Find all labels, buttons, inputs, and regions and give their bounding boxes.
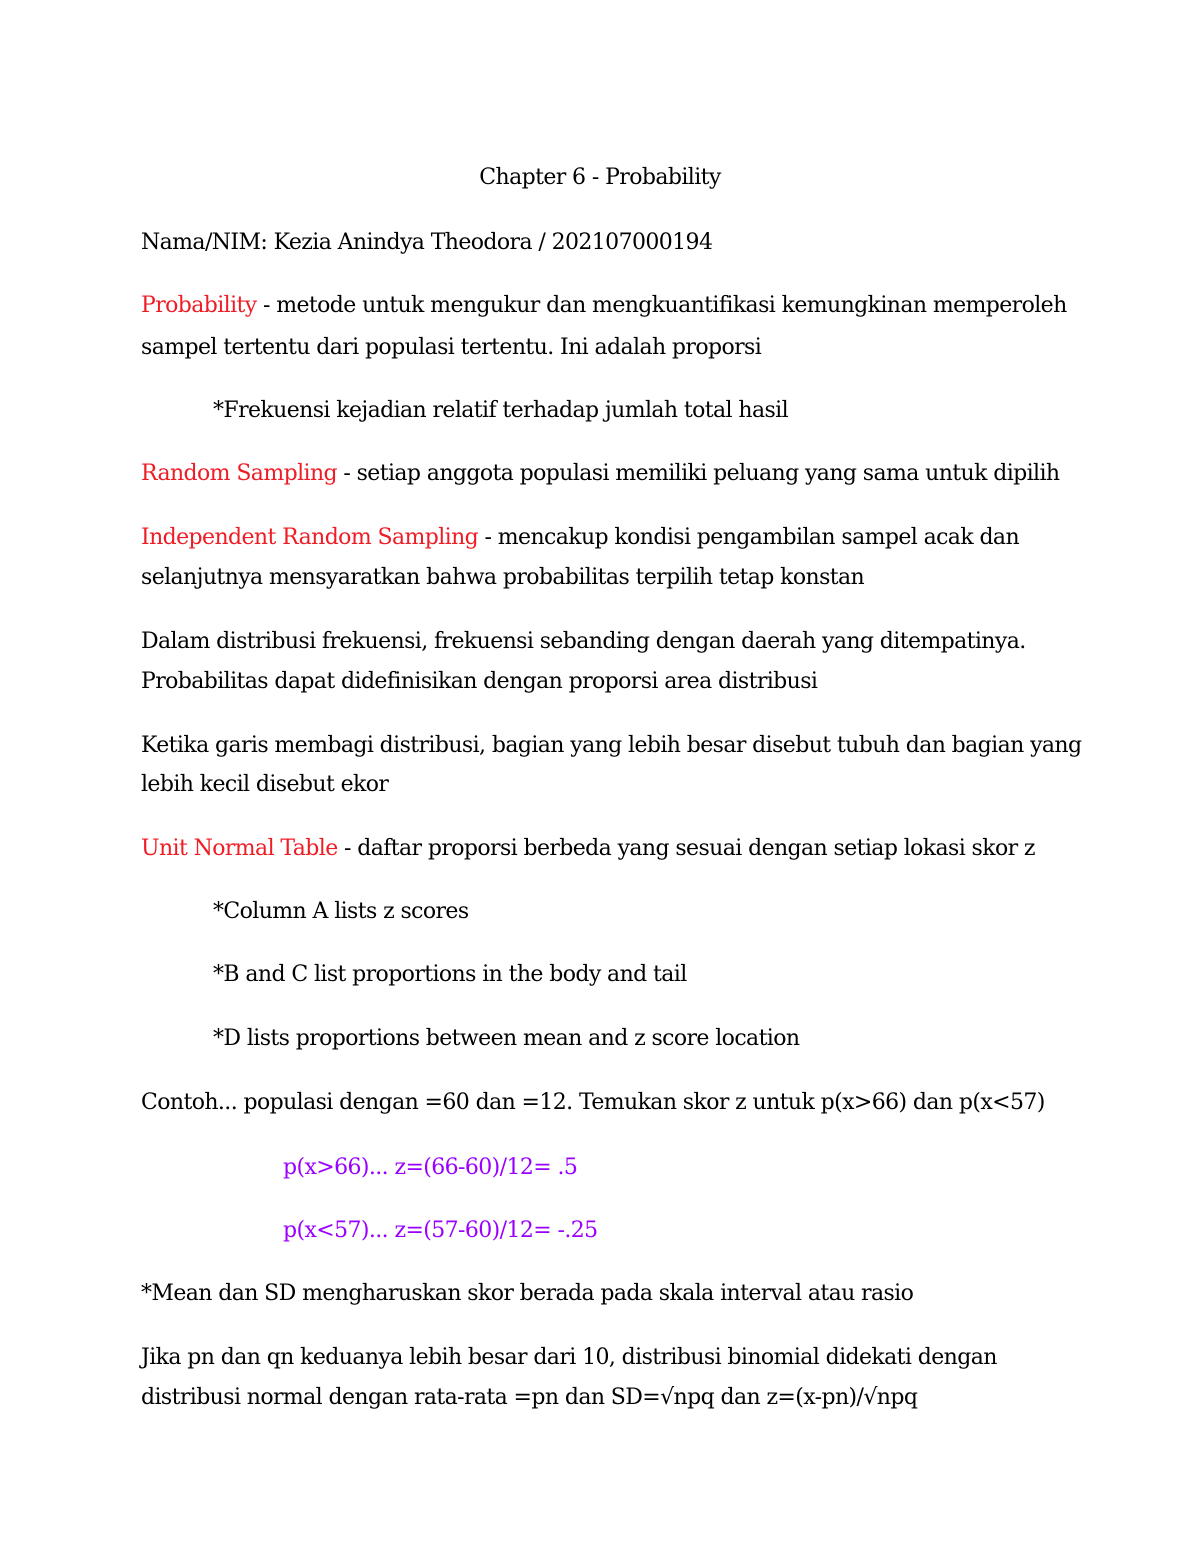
body-tail-paragraph-line-2: lebih kecil disebut ekor (141, 772, 389, 797)
distribution-paragraph-line-1: Dalam distribusi frekuensi, frekuensi sebanding dengan daerah yang ditempatinya. (141, 629, 1026, 654)
independent-random-sampling-line-1 (141, 523, 1019, 553)
document-title: Chapter 6 - Probability (479, 165, 721, 190)
table-note-column-a: *Column A lists z scores (213, 899, 469, 924)
name-nim-line: Nama/NIM: Kezia Anindya Theodora / 202107000194 (141, 230, 713, 255)
probability-note: *Frekuensi kejadian relatif terhadap jumlah total hasil (213, 398, 789, 423)
unit-normal-table-text: - daftar proporsi berbeda yang sesuai dengan setiap lokasi skor z (337, 836, 1035, 861)
binomial-paragraph-line-2: distribusi normal dengan rata-rata =pn dan SD=√npq dan z=(x-pn)/√npq (141, 1385, 918, 1410)
unit-normal-table-definition (141, 834, 1035, 864)
table-note-b-and-c: *B and C list proportions in the body and tail (213, 962, 687, 987)
unit-normal-table-term: Unit Normal Table (141, 836, 338, 861)
table-note-d: *D lists proportions between mean and z score location (213, 1026, 800, 1051)
example-intro: Contoh... populasi dengan =60 dan =12. Temukan skor z untuk p(x>66) dan p(x<57) (141, 1090, 1045, 1115)
probability-term: Probability (141, 293, 257, 318)
example-calculation-2: p(x<57)... z=(57-60)/12= -.25 (283, 1218, 598, 1243)
binomial-paragraph-line-1: Jika pn dan qn keduanya lebih besar dari 10, distribusi binomial didekati dengan (141, 1345, 997, 1370)
random-sampling-definition (141, 459, 1060, 489)
random-sampling-term: Random Sampling (141, 461, 337, 486)
mean-sd-note: *Mean dan SD mengharuskan skor berada pada skala interval atau rasio (141, 1281, 914, 1306)
independent-random-sampling-text: - mencakup kondisi pengambilan sampel acak dan (478, 525, 1020, 550)
body-tail-paragraph-line-1: Ketika garis membagi distribusi, bagian yang lebih besar disebut tubuh dan bagian yang (141, 733, 1082, 758)
random-sampling-definition-text: - setiap anggota populasi memiliki peluang yang sama untuk dipilih (337, 461, 1060, 486)
example-calculation-1: p(x>66)... z=(66-60)/12= .5 (283, 1155, 578, 1180)
probability-definition-line-2: sampel tertentu dari populasi tertentu. Ini adalah proporsi (141, 335, 762, 360)
independent-random-sampling-line-2: selanjutnya mensyaratkan bahwa probabilitas terpilih tetap konstan (141, 565, 865, 590)
probability-definition-text: - metode untuk mengukur dan mengkuantifikasi kemungkinan memperoleh (256, 293, 1067, 318)
independent-random-sampling-term: Independent Random Sampling (141, 525, 479, 550)
probability-definition-line-1 (141, 291, 1067, 321)
distribution-paragraph-line-2: Probabilitas dapat didefinisikan dengan proporsi area distribusi (141, 669, 818, 694)
